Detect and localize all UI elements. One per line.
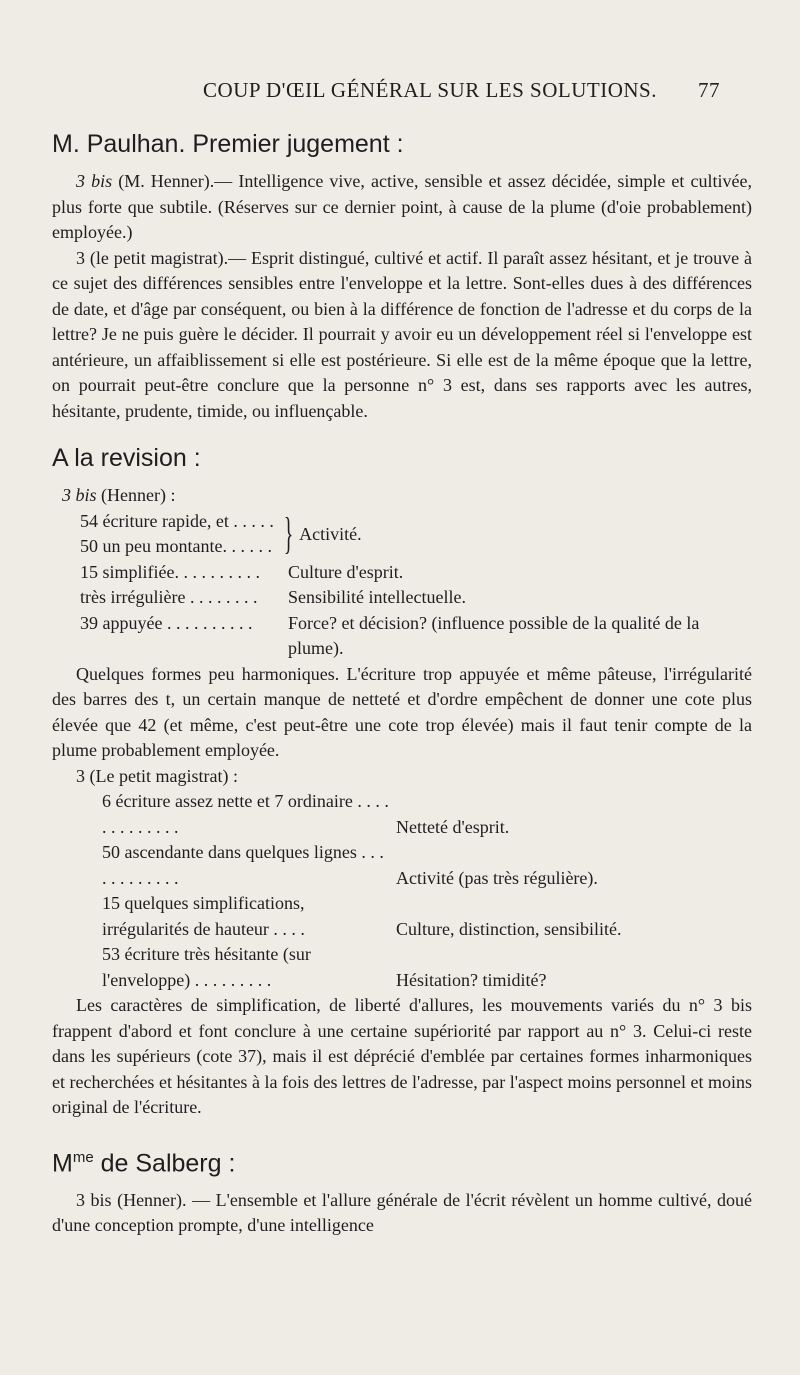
trait-right: Activité (pas très régulière). (396, 867, 598, 888)
brace-icon: } (283, 509, 294, 558)
trait-row (52, 585, 752, 611)
trait-row (52, 891, 752, 942)
paragraph-3: 3 (le petit magistrat).— Esprit distingué, cultivé et actif. Il paraît assez hésitant, et je trouve à ce sujet des différences sensibles entre l'enveloppe et la lettre. Sont-elles dues à des différences de date, et d'âge par conséquent, ou bien à la différence de fonction de l'adresse et du corps de la lettre? Je ne puis guère le décider. Il pourrait y avoir eu un développement réel si l'enveloppe est antérieure, un affaiblissement si elle est postérieure. Si elle est de la même époque que la lettre, on pourrait peut-être conclure que la personne n° 3 est, dans ses rapports avec les autres, hésitante, prudente, timide, ou influençable. (52, 247, 752, 421)
page-number: 77 (698, 78, 720, 102)
brace-line-2: 50 un peu montante. . . . . . (80, 536, 272, 556)
trait-row (52, 560, 752, 586)
trait-row (52, 840, 752, 891)
paragraph-3bis (52, 169, 752, 246)
brace-group (52, 509, 752, 560)
sub-heading-3: 3 (Le petit magistrat) : (76, 765, 238, 786)
trait-left: 39 appuyée . . . . . . . . . . (80, 612, 253, 633)
trait-right: Culture d'esprit. (288, 561, 404, 582)
trait-left: 15 simplifiée. . . . . . . . . . (80, 561, 260, 582)
brace-value: Activité. (299, 523, 362, 544)
paragraph-3bis-text: (M. Henner).— Intelligence vive, active, sensible et assez décidée, simple et cultivée, plus forte que subtile. (Réserves sur ce dernier point, à cause de la plume (d'oie probablement) employée.) (52, 171, 752, 242)
paragraph-end: Les caractères de simplification, de liberté d'allures, les mouvements variés du n° 3 bis frappent d'abord et font conclure à une certaine supériorité par rapport au n° 3. Celui-ci reste dans les supérieurs (cote 37), mais il est déprécié d'emblée par certaines formes inharmoniques et recherchées et hésitantes à la fois des lettres de l'adresse, par l'aspect moins personnel et moins original de l'écriture. (52, 995, 752, 1117)
trait-left: 53 écriture très hésitante (sur l'enveloppe) . . . . . . . . . (102, 944, 311, 990)
page-content (52, 130, 752, 1239)
title-pre: M (52, 1148, 73, 1177)
trait-row (52, 942, 752, 993)
paragraph-mid: Quelques formes peu harmoniques. L'écriture trop appuyée et même pâteuse, l'irrégularité des barres des t, un certain manque de netteté et d'ordre empêchent de donner une cote plus élevée que 42 (et même, c'est peut-être une cote trop élevée) mais il faut tenir compte de la plume probablement employée. (52, 663, 752, 760)
section-title-revision: A la revision : (52, 444, 201, 472)
section-title-paulhan: M. Paulhan. Premier jugement : (52, 130, 404, 158)
trait-right: Netteté d'esprit. (396, 816, 510, 837)
sub-heading-3bis (52, 483, 752, 509)
trait-right: Sensibilité intellectuelle. (288, 587, 466, 607)
trait-right: Hésitation? timidité? (396, 969, 547, 990)
trait-left: 6 écriture assez nette et 7 ordinaire . . . . . . . . . . . . . (102, 791, 389, 837)
trait-row (52, 611, 752, 662)
running-head (140, 78, 720, 103)
trait-right: Culture, distinction, sensibilité. (396, 918, 622, 939)
brace-line-1: 54 écriture rapide, et . . . . . (80, 510, 274, 531)
trait-left: 50 ascendante dans quelques lignes . . . . . . . . . . . . (102, 842, 384, 888)
trait-row (52, 789, 752, 840)
title-post: de Salberg : (93, 1148, 236, 1177)
title-sup: me (72, 1148, 94, 1166)
lead-3bis: 3 bis (76, 171, 113, 191)
trait-right: Force? et décision? (influence possible de la qualité de la plume). (288, 612, 700, 658)
sub-heading-3bis-rest: (Henner) : (96, 485, 176, 505)
trait-left: très irrégulière . . . . . . . . (80, 587, 258, 607)
trait-left: 15 quelques simplifications, irrégularités de hauteur . . . . (102, 893, 305, 939)
section-title-salberg (52, 1149, 752, 1178)
sub-heading-3bis-lead: 3 bis (62, 485, 97, 505)
running-title: COUP D'ŒIL GÉNÉRAL SUR LES SOLUTIONS. (203, 78, 657, 102)
paragraph-salberg: 3 bis (Henner). — L'ensemble et l'allure générale de l'écrit révèlent un homme cultivé, doué d'une conception prompte, d'une intelligence (52, 1189, 752, 1236)
